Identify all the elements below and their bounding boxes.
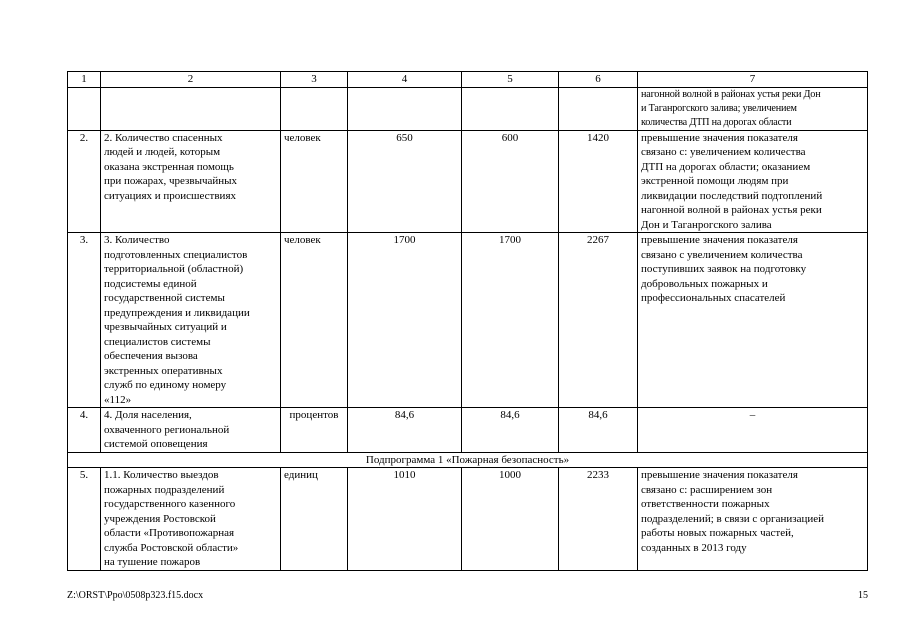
indicator-name: 3. Количество подготовленных специалистов территориальной (областной) подсистемы единой государственной системы предупреждения и ликвидации чрезвычайных ситуаций и специалистов системы обеспечения вызова экстренных оперативных служб по единому номеру «112» [101,233,281,408]
table-row [68,408,868,453]
note-cell: – [638,408,868,453]
value-cell: 600 [462,130,559,233]
row-number: 5. [68,468,101,571]
header-cell: 4 [348,72,462,88]
row-number: 2. [68,130,101,233]
header-cell: 5 [462,72,559,88]
note-cell: превышение значения показателя связано с увеличением количества поступивших заявок на подготовку добровольных пожарных и профессиональных спасателей [638,233,868,408]
indicator-name: 1.1. Количество выездов пожарных подразделений государственного казенного учреждения Ростовской области «Противопожарная служба Ростовской области» на тушение пожаров [101,468,281,571]
subprogram-title: Подпрограмма 1 «Пожарная безопасность» [68,452,868,468]
row-number: 3. [68,233,101,408]
table-row [68,468,868,571]
value-cell: 2233 [559,468,638,571]
subprogram-row [68,452,868,468]
unit-cell: человек [281,130,348,233]
row-number: 4. [68,408,101,453]
file-path: Z:\ORST\Ppo\0508p323.f15.docx [67,590,204,601]
header-cell: 7 [638,72,868,88]
page-number: 15 [858,590,868,601]
continuation-row [68,87,868,130]
note-cell: превышение значения показателя связано с: увеличением количества ДТП на дорогах области; оказанием экстренной помощи людям при ликвидации последствий подтоплений нагонной волной в районах устья реки Дон и Таганрогского залива [638,130,868,233]
value-cell: 84,6 [348,408,462,453]
header-cell: 1 [68,72,101,88]
value-cell: 650 [348,130,462,233]
unit-cell: человек [281,233,348,408]
value-cell: 1700 [462,233,559,408]
note-cell: нагонной волной в районах устья реки Дон и Таганрогского залива; увеличением количества ДТП на дорогах области [638,87,868,130]
header-cell: 2 [101,72,281,88]
unit-cell: единиц [281,468,348,571]
header-row [68,72,868,88]
unit-cell: процентов [281,408,348,453]
value-cell: 2267 [559,233,638,408]
indicator-table [67,71,868,571]
table-row [68,130,868,233]
indicator-name: 4. Доля населения, охваченного региональной системой оповещения [101,408,281,453]
value-cell: 1000 [462,468,559,571]
value-cell: 1420 [559,130,638,233]
note-cell: превышение значения показателя связано с: расширением зон ответственности пожарных подразделений; в связи с организацией работы новых пожарных частей, созданных в 2013 году [638,468,868,571]
value-cell: 1010 [348,468,462,571]
value-cell: 84,6 [462,408,559,453]
value-cell: 1700 [348,233,462,408]
header-cell: 6 [559,72,638,88]
indicator-name: 2. Количество спасенных людей и людей, которым оказана экстренная помощь при пожарах, чрезвычайных ситуациях и происшествиях [101,130,281,233]
table-row [68,233,868,408]
value-cell: 84,6 [559,408,638,453]
header-cell: 3 [281,72,348,88]
